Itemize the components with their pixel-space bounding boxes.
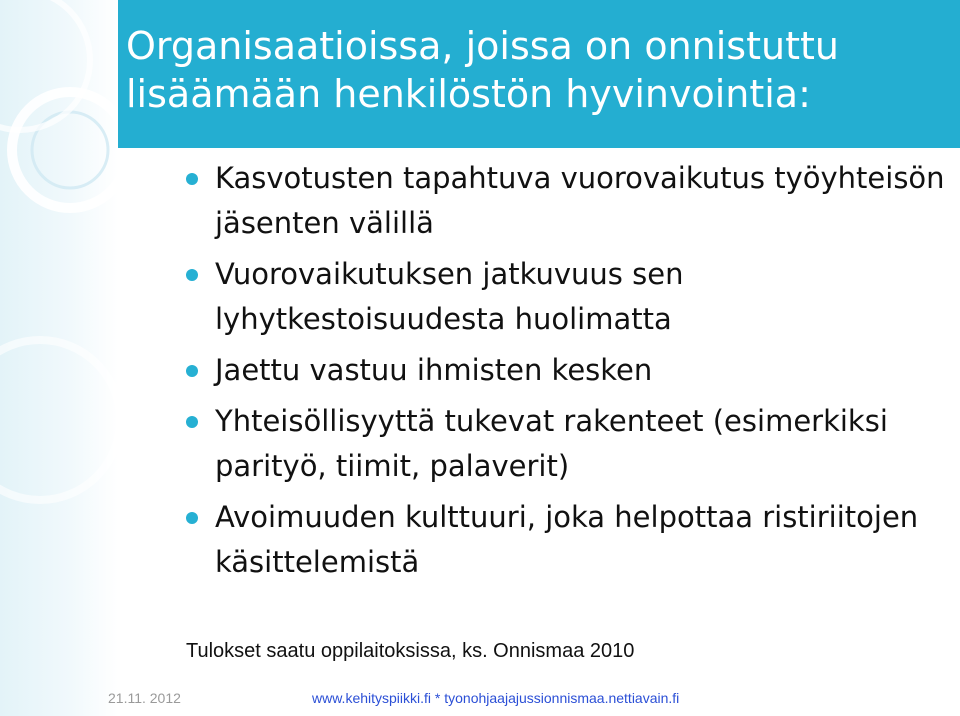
decorative-circles xyxy=(0,0,118,716)
slide-title xyxy=(126,22,839,118)
bullet-text: Vuorovaikutuksen jatkuvuus sen lyhytkestoisuudesta huolimatta xyxy=(215,257,684,336)
bullet-dot-icon xyxy=(186,365,198,377)
bullet-list xyxy=(180,156,950,591)
title-bar xyxy=(118,0,960,148)
bullet-item xyxy=(180,156,950,246)
footer-website-link[interactable]: www.kehityspiikki.fi * tyonohjaajajussionnismaa.nettiavain.fi xyxy=(312,690,680,706)
bullet-item xyxy=(180,348,950,393)
bullet-text: Yhteisöllisyyttä tukevat rakenteet (esimerkiksi parityö, tiimit, palaverit) xyxy=(215,404,888,483)
slide-title-line-2: lisäämään henkilöstön hyvinvointia: xyxy=(126,72,811,116)
decorative-side-strip xyxy=(0,0,118,716)
slide-title-line-1: Organisaatioissa, joissa on onnistuttu xyxy=(126,24,839,68)
bullet-text: Kasvotusten tapahtuva vuorovaikutus työyhteisön jäsenten välillä xyxy=(215,161,945,240)
bullet-item xyxy=(180,252,950,342)
footer-date: 21.11. 2012 xyxy=(108,690,181,706)
bullet-dot-icon xyxy=(186,512,198,524)
bullet-dot-icon xyxy=(186,269,198,281)
bullet-item xyxy=(180,495,950,585)
bullet-dot-icon xyxy=(186,173,198,185)
bullet-item xyxy=(180,399,950,489)
bullet-dot-icon xyxy=(186,416,198,428)
source-note: Tulokset saatu oppilaitoksissa, ks. Onnismaa 2010 xyxy=(186,640,635,662)
bullet-text: Jaettu vastuu ihmisten kesken xyxy=(215,353,653,387)
bullet-text: Avoimuuden kulttuuri, joka helpottaa ristiriitojen käsittelemistä xyxy=(215,500,919,579)
